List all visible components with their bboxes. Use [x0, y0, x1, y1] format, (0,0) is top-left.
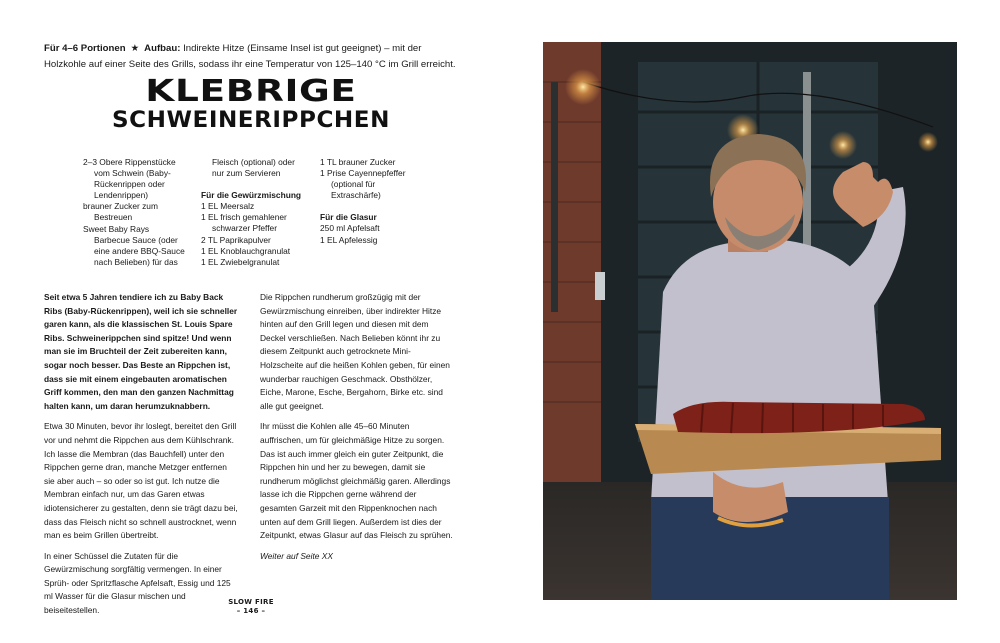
ingredients-column-2 [201, 157, 319, 268]
ingredient-line: 1 EL Knoblauchgranulat [201, 245, 291, 256]
ingredient-line: Sweet Baby Rays [83, 223, 150, 234]
ingredient-line: Barbecue Sauce (oder [94, 234, 178, 245]
paragraph: Ihr müsst die Kohlen alle 45–60 Minuten auffrischen, um für gleichmäßige Hitze zu sorgen. Das ist auch immer gleich ein guter Zeitpunkt, die Rippchen hin und her zu bewegen, damit sie rundherum möglichst gleichmäßig garen. Allerdings lasse ich die Rippchen gerne während der gesamten Garzeit mit den Rippenknochen nach unten auf dem Grill liegen. Außerdem ist dies der Zeitpunkt, etwas Glasur auf das Fleisch zu sprühen. [260, 421, 453, 541]
ingredient-line: 1 EL Zwiebelgranulat [201, 256, 280, 267]
paragraph: Seit etwa 5 Jahren tendiere ich zu Baby Back Ribs (Baby-Rückenrippen), weil ich sie schneller garen kann, als die klassischen St. Louis Spare Ribs. Schweinerippchen sind spitze! Und wenn man sie im Bruchteil der Zeit zubereiten kann, sogar noch besser. Das Beste an Rippchen ist, dass sie mit einem eingebauten aromatischen Griff kommen, den man den ganzen Nachmittag halten kann, um daran herumzuknabbern. [44, 292, 238, 411]
spacer [201, 179, 319, 190]
ingredient-line: 1 TL brauner Zucker [320, 157, 396, 167]
ingredient-line: eine andere BBQ-Sauce [94, 245, 185, 256]
ingredients-column-3 [320, 157, 440, 246]
ingredient-line: brauner Zucker zum [83, 201, 158, 212]
method-column-1 [44, 291, 238, 625]
book-title: SLOW FIRE [228, 598, 274, 606]
ingredient-line: Bestreuen [94, 212, 133, 223]
star-icon: ★ [130, 43, 140, 54]
ingredient-line: Extraschärfe) [331, 190, 381, 201]
page-number: – 146 – [236, 607, 266, 615]
ingredient-line: (optional für [331, 179, 376, 190]
ingredient-heading: Für die Gewürzmischung [201, 190, 302, 201]
method-column-2 [260, 291, 454, 570]
ingredient-line: 1 EL Apfelessig [320, 234, 378, 245]
ingredient-line: Lendenrippen) [94, 190, 149, 201]
setup-label: Aufbau: [144, 43, 181, 54]
ingredient-line: schwarzer Pfeffer [212, 223, 278, 234]
servings-label: Für 4–6 Portionen [44, 43, 126, 54]
photo-illustration [543, 42, 957, 600]
ingredient-line: Fleisch (optional) oder [212, 157, 295, 167]
ingredient-line: 1 Prise Cayennepfeffer [320, 168, 406, 179]
ingredient-line: vom Schwein (Baby- [94, 168, 171, 179]
ingredient-line: 2–3 Obere Rippenstücke [83, 157, 176, 167]
page-footer [225, 598, 277, 616]
ingredient-heading: Für die Glasur [320, 212, 377, 223]
recipe-title-line1: KLEBRIGE [145, 74, 357, 109]
photo-man-holding-ribs [543, 42, 957, 600]
ingredient-line: Rückenrippen oder [94, 179, 165, 190]
setup-text: Indirekte Hitze (Einsame Insel ist gut geeignet) – mit der Holzkohle auf einer Seite des Grills, sodass ihr eine Temperatur von 125–140 °C im Grill erreicht. [44, 43, 456, 70]
spacer [320, 201, 440, 212]
ingredient-line: 1 EL Meersalz [201, 201, 255, 212]
recipe-intro [44, 41, 466, 72]
ingredients-column-1 [83, 157, 203, 268]
ingredient-line: 1 EL frisch gemahlener [201, 212, 287, 223]
ingredient-line: nur zum Servieren [212, 168, 281, 179]
ingredient-line: 250 ml Apfelsaft [320, 223, 380, 234]
recipe-title-line2: SCHWEINERIPPCHEN [112, 108, 390, 133]
paragraph: Die Rippchen rundherum großzügig mit der Gewürzmischung einreiben, über indirekter Hitze hinten auf den Grill legen und diesen mit dem Deckel verschließen. Nach Belieben könnt ihr zu diesem Zeitpunkt auch getrocknete Mini-Holzscheite auf die heißen Kohlen geben, für einen wunderbar rauchigen Geschmack. Obsthölzer, Eiche, Marone, Esche, Bergahorn, Birke etc. sind alle gut geeignet. [260, 292, 450, 411]
ingredient-line: 2 TL Paprikapulver [201, 234, 271, 245]
ingredient-line: nach Belieben) für das [94, 256, 178, 267]
recipe-title [60, 76, 442, 134]
paragraph: In einer Schüssel die Zutaten für die Gewürzmischung sorgfältig vermengen. In einer Sprüh- oder Spritzflasche Apfelsaft, Essig und 125 ml Wasser für die Glasur mischen und beiseitestellen. [44, 550, 231, 616]
continued-note: Weiter auf Seite XX [260, 550, 333, 561]
paragraph: Etwa 30 Minuten, bevor ihr loslegt, bereitet den Grill vor und nehmt die Rippchen aus dem Kühlschrank. Ich lasse die Membran (das Bauchfell) unter den Rippchen gerne dran, manche Metzger entfernen sie aber auch – so oder so ist gut. Ich nutze die Membran einfach nur, um das Garen etwas idiotensicherer zu gestalten, denn sie trägt dazu bei, dass das Fleisch nicht so schnell austrocknet, wenn man es beim Grillen übertreibt. [44, 421, 238, 541]
